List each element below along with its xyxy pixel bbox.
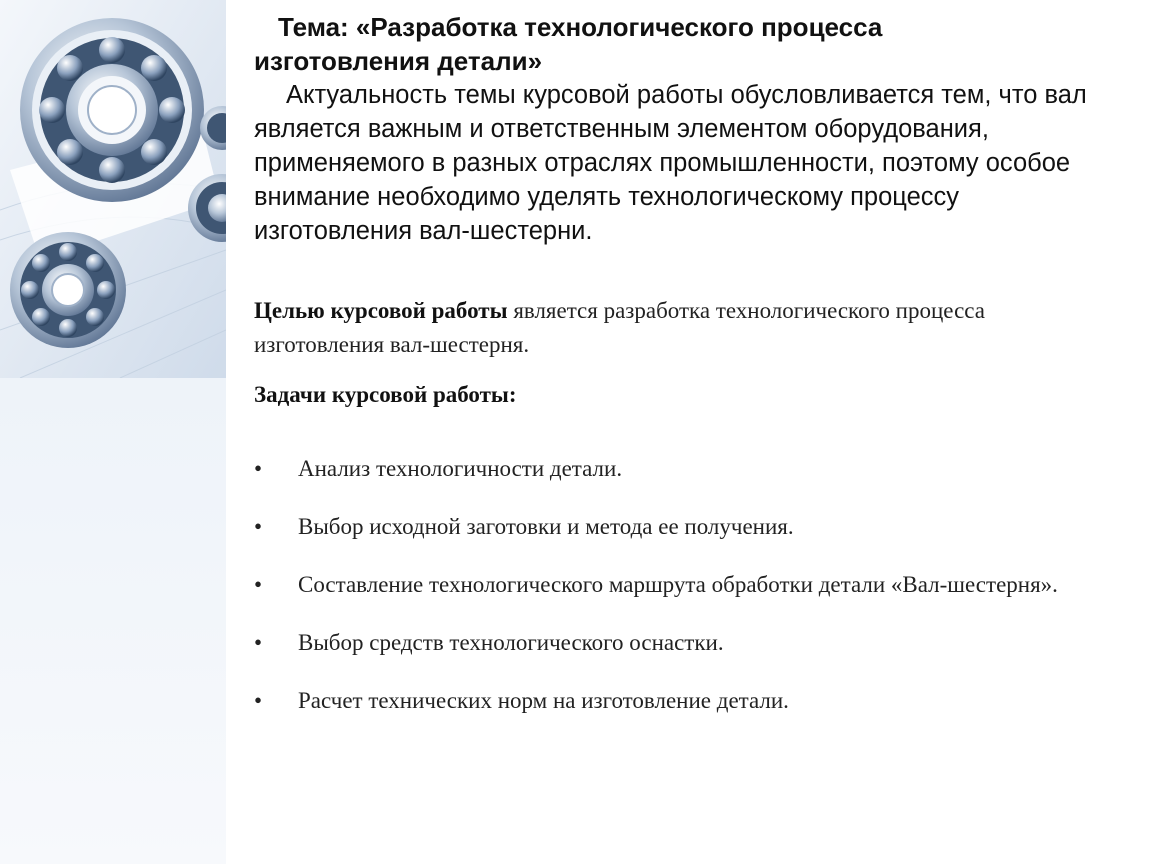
bullet-icon: • [254, 630, 263, 655]
list-item [254, 556, 1124, 614]
slide-title [254, 10, 1124, 78]
bullet-icon: • [254, 688, 263, 713]
bullet-icon: • [254, 456, 263, 481]
list-item-text: Выбор средств технологического оснастки. [298, 630, 724, 655]
bullet-icon: • [254, 572, 263, 597]
goal-text: является разработка технологического процесса изготовления вал-шестерня. [254, 298, 985, 357]
list-item-text: Расчет технических норм на изготовление детали. [298, 688, 789, 713]
list-item-text: Составление технологического маршрута обработки детали «Вал-шестерня». [298, 572, 1058, 597]
title-line-2: изготовления детали» [254, 46, 543, 76]
list-item [254, 440, 1124, 498]
goal-paragraph [254, 294, 1114, 362]
bearings-illustration [0, 0, 226, 378]
list-item [254, 672, 1124, 730]
left-decor-panel [0, 0, 226, 864]
task-list [254, 440, 1124, 730]
list-item [254, 498, 1124, 556]
bullet-icon: • [254, 514, 263, 539]
list-item-text: Выбор исходной заготовки и метода ее получения. [298, 514, 794, 539]
tasks-heading: Задачи курсовой работы: [254, 382, 517, 407]
list-item-text: Анализ технологичности детали. [298, 456, 623, 481]
goal-bold-lead: Целью курсовой работы [254, 298, 508, 323]
slide-content [254, 10, 1124, 248]
title-line-1: Тема: «Разработка технологического процесса [278, 12, 883, 42]
list-item [254, 614, 1124, 672]
intro-paragraph: Актуальность темы курсовой работы обусловливается тем, что вал является важным и ответственным элементом оборудования, применяемого в разных отраслях промышленности, поэтому особое внимание необходимо уделять технологическому процессу изготовления вал-шестерни. [254, 81, 1087, 245]
